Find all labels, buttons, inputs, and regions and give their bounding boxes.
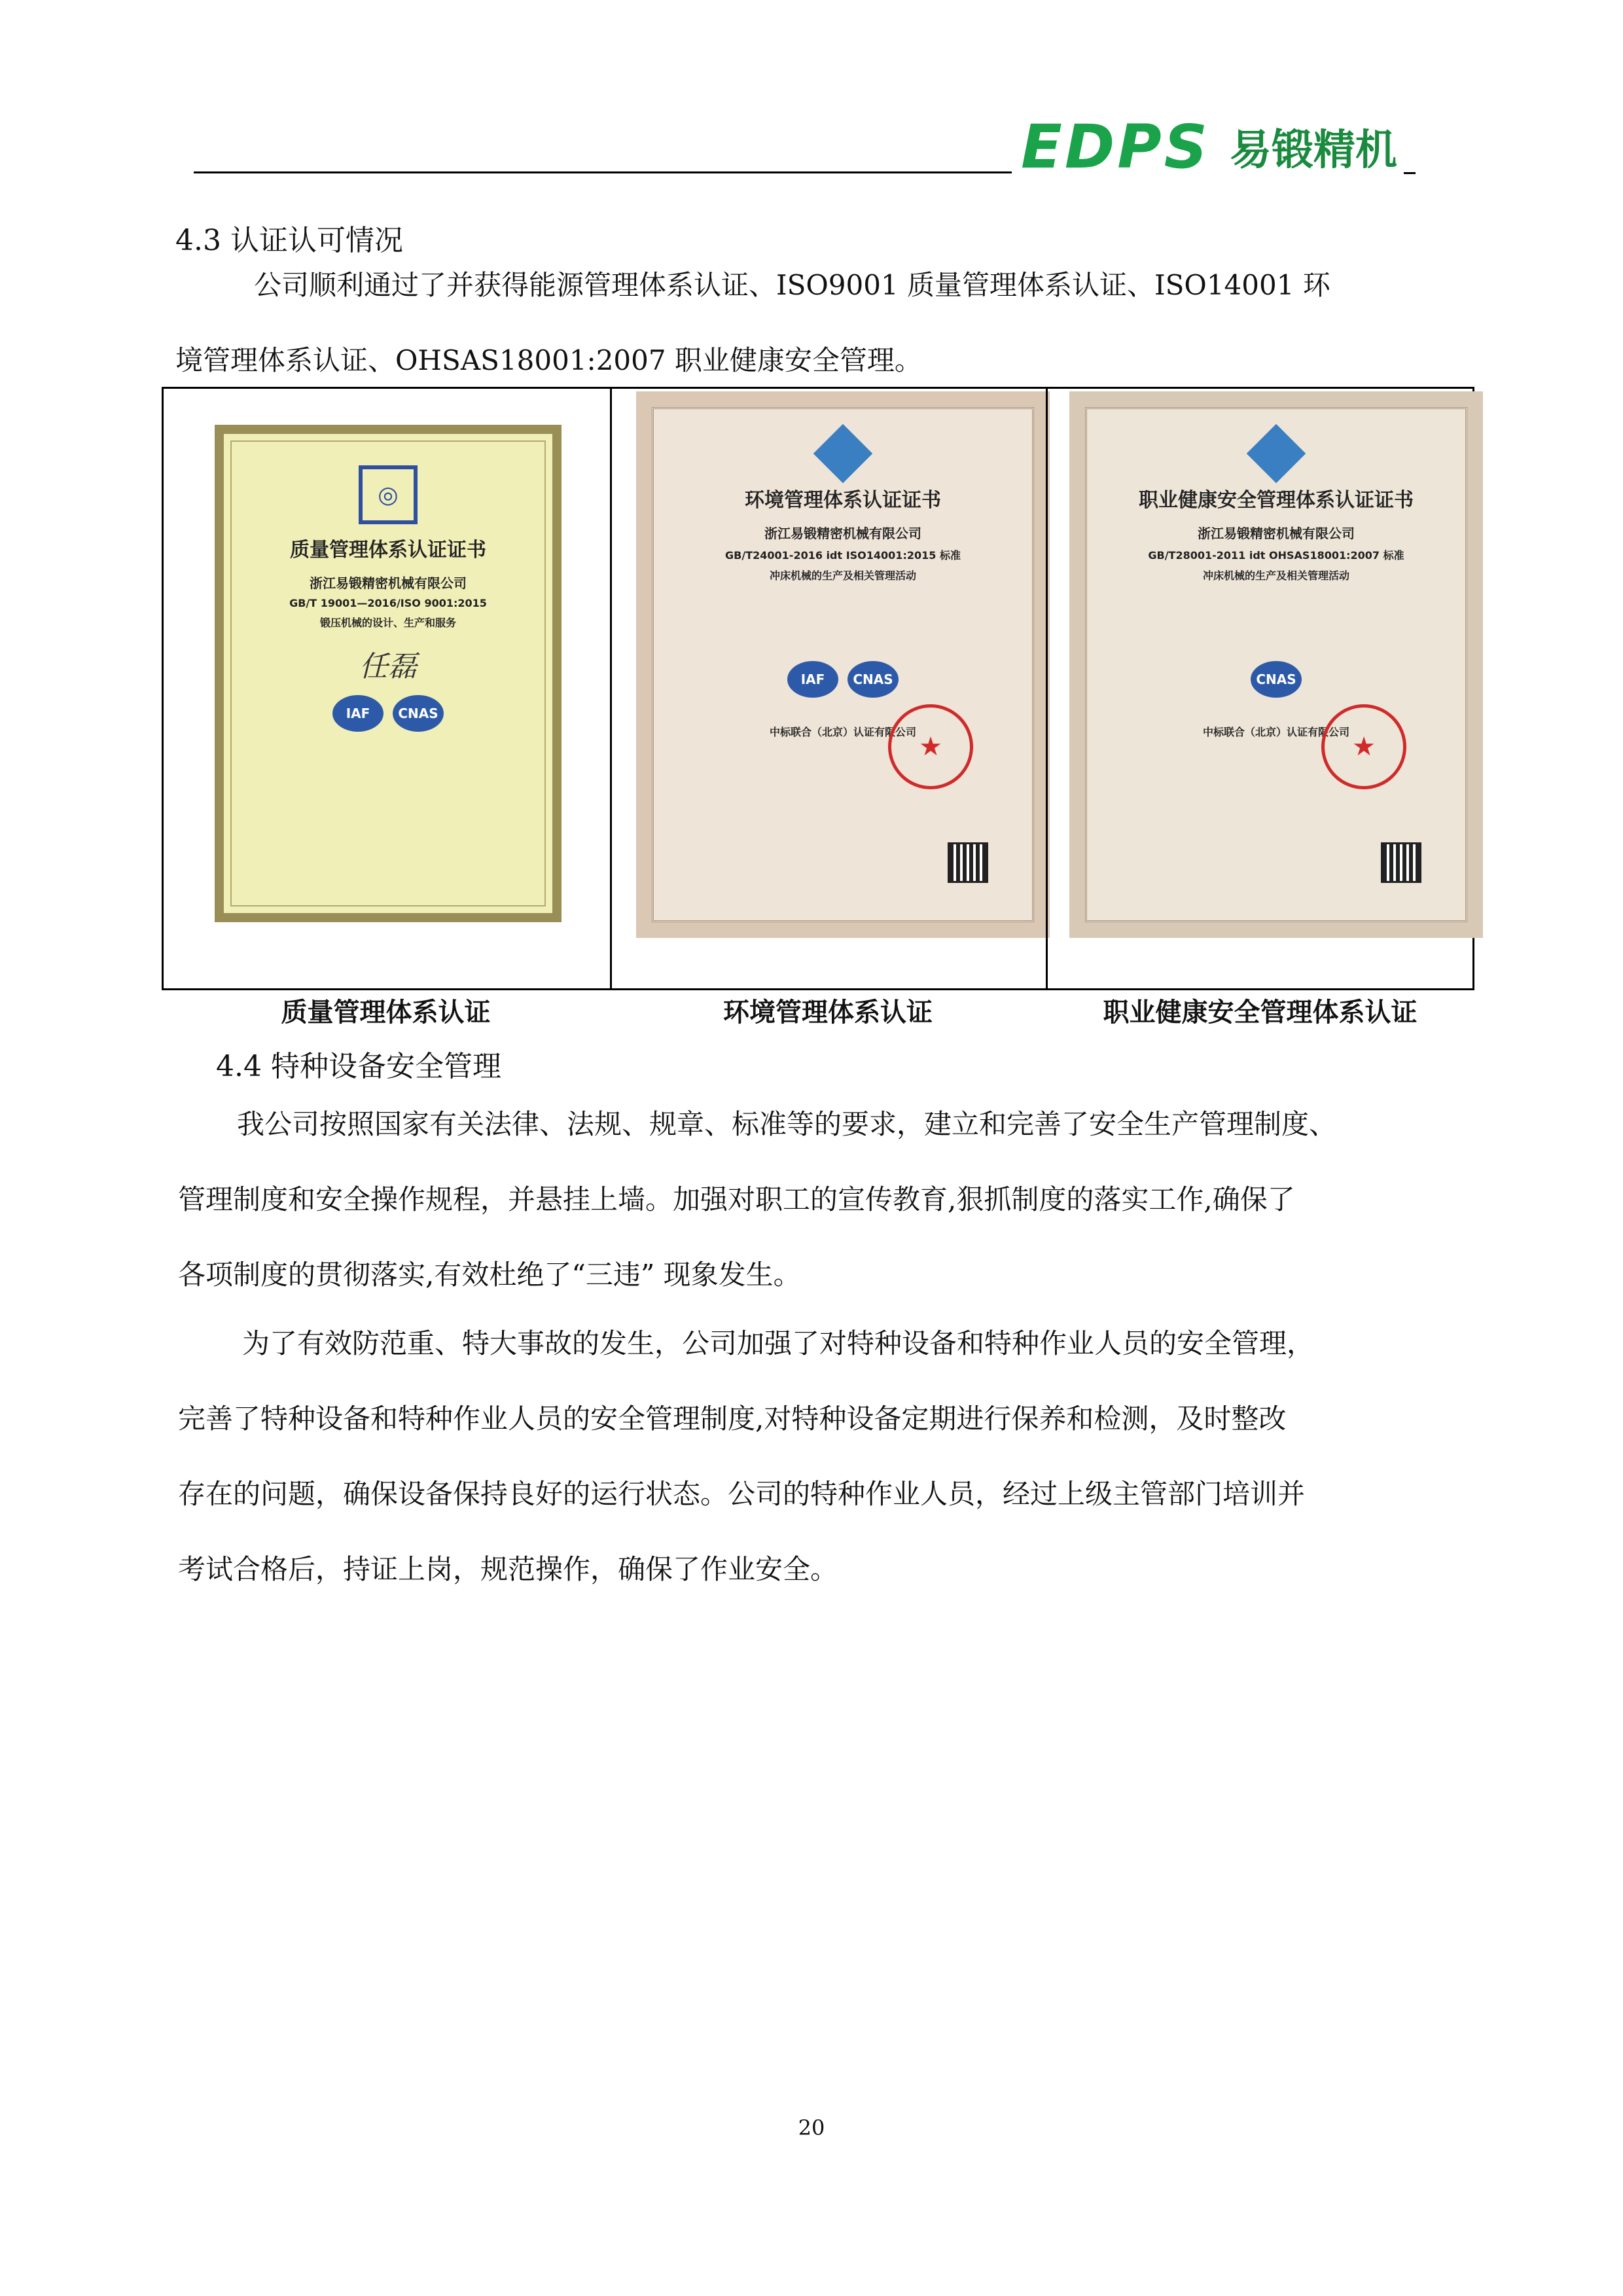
cell-environment-cert bbox=[610, 389, 1048, 988]
iaf-badge-icon: IAF bbox=[332, 695, 383, 732]
qr-code-icon bbox=[950, 844, 986, 881]
logo-mark: EDPS bbox=[1021, 112, 1210, 182]
cert-standard: GB/T 19001—2016/ISO 9001:2015 bbox=[289, 597, 487, 609]
header-rule bbox=[194, 171, 1012, 173]
cert-standard: GB/T24001-2016 idt ISO14001:2015 标准 bbox=[725, 549, 961, 562]
logo-underline bbox=[1404, 172, 1416, 174]
section-4-4-paragraph-2 bbox=[178, 1306, 1465, 1607]
cnas-badge-icon: CNAS bbox=[847, 661, 899, 698]
qr-code-icon bbox=[1383, 844, 1419, 881]
cert-title: 环境管理体系认证证书 bbox=[745, 489, 941, 512]
cert-scope: 冲床机械的生产及相关管理活动 bbox=[769, 569, 916, 582]
paragraph-line: 存在的问题，确保设备保持良好的运行状态。公司的特种作业人员，经过上级主管部门培训并 bbox=[178, 1478, 1306, 1510]
paragraph-line: 完善了特种设备和特种作业人员的安全管理制度,对特种设备定期进行保养和检测，及时整改 bbox=[178, 1403, 1287, 1435]
cert-scope: 冲床机械的生产及相关管理活动 bbox=[1202, 569, 1349, 582]
cert-title: 质量管理体系认证证书 bbox=[290, 539, 486, 562]
certifier-logo-icon bbox=[813, 424, 873, 484]
paragraph-line: 考试合格后，持证上岗，规范操作，确保了作业安全。 bbox=[178, 1553, 838, 1585]
paragraph-line: 管理制度和安全操作规程，并悬挂上墙。加强对职工的宣传教育,狠抓制度的落实工作,确保了 bbox=[178, 1183, 1295, 1215]
red-seal-icon: ★ bbox=[1321, 704, 1406, 789]
paragraph-line: 为了有效防范重、特大事故的发生，公司加强了对特种设备和特种作业人员的安全管理， bbox=[242, 1327, 1315, 1359]
cert-title: 职业健康安全管理体系认证证书 bbox=[1139, 489, 1414, 512]
cert-company: 浙江易锻精密机械有限公司 bbox=[764, 526, 921, 541]
logo-name: 易锻精机 bbox=[1229, 126, 1397, 175]
paragraph-line: 我公司按照国家有关法律、法规、规章、标准等的要求，建立和完善了安全生产管理制度、 bbox=[237, 1108, 1337, 1140]
page-number: 20 bbox=[798, 2115, 825, 2140]
cell-quality-cert bbox=[164, 389, 610, 988]
section-4-3-paragraph bbox=[175, 247, 1465, 398]
accreditation-badges bbox=[232, 695, 544, 732]
certifier-logo-icon bbox=[1247, 424, 1306, 484]
cert-scope: 锻压机械的设计、生产和服务 bbox=[319, 617, 456, 629]
accreditation-badges bbox=[654, 661, 1032, 698]
accreditation-badges bbox=[1087, 661, 1465, 698]
cert-standard: GB/T28001-2011 idt OHSAS18001:2007 标准 bbox=[1148, 549, 1404, 562]
section-4-3-heading: 4.3 认证认可情况 bbox=[175, 224, 403, 257]
paragraph-line: 公司顺利通过了并获得能源管理体系认证、ISO9001 质量管理体系认证、ISO14001 环 bbox=[254, 269, 1330, 301]
caption-quality: 质量管理体系认证 bbox=[281, 997, 491, 1028]
paragraph-line: 各项制度的贯彻落实,有效杜绝了“三违” 现象发生。 bbox=[178, 1259, 801, 1291]
cert-issuer: 中标联合（北京）认证有限公司 bbox=[769, 726, 916, 738]
red-seal-icon: ★ bbox=[888, 704, 973, 789]
section-4-4-heading: 4.4 特种设备安全管理 bbox=[216, 1050, 501, 1083]
cert-issuer: 中标联合（北京）认证有限公司 bbox=[1202, 726, 1349, 738]
cell-ohs-cert bbox=[1046, 389, 1472, 988]
iaf-badge-icon: IAF bbox=[787, 661, 838, 698]
certificate-table bbox=[162, 387, 1474, 990]
caption-ohs: 职业健康安全管理体系认证 bbox=[1103, 997, 1418, 1028]
cnas-badge-icon: CNAS bbox=[1251, 661, 1302, 698]
caption-environment: 环境管理体系认证 bbox=[723, 997, 933, 1028]
cert-company: 浙江易锻精密机械有限公司 bbox=[1198, 526, 1355, 541]
section-4-4-paragraph-1 bbox=[178, 1086, 1465, 1312]
ohs-certificate-image bbox=[1069, 391, 1483, 938]
quality-certificate-image bbox=[215, 425, 562, 922]
environment-certificate-image bbox=[636, 391, 1050, 938]
paragraph-line: 境管理体系认证、OHSAS18001:2007 职业健康安全管理。 bbox=[175, 344, 922, 376]
cert-company: 浙江易锻精密机械有限公司 bbox=[310, 575, 467, 591]
cqc-logo-icon: ◎ bbox=[359, 465, 418, 524]
cert-signature: 任磊 bbox=[359, 650, 417, 683]
cnas-badge-icon: CNAS bbox=[393, 695, 444, 732]
company-logo bbox=[1021, 112, 1416, 182]
